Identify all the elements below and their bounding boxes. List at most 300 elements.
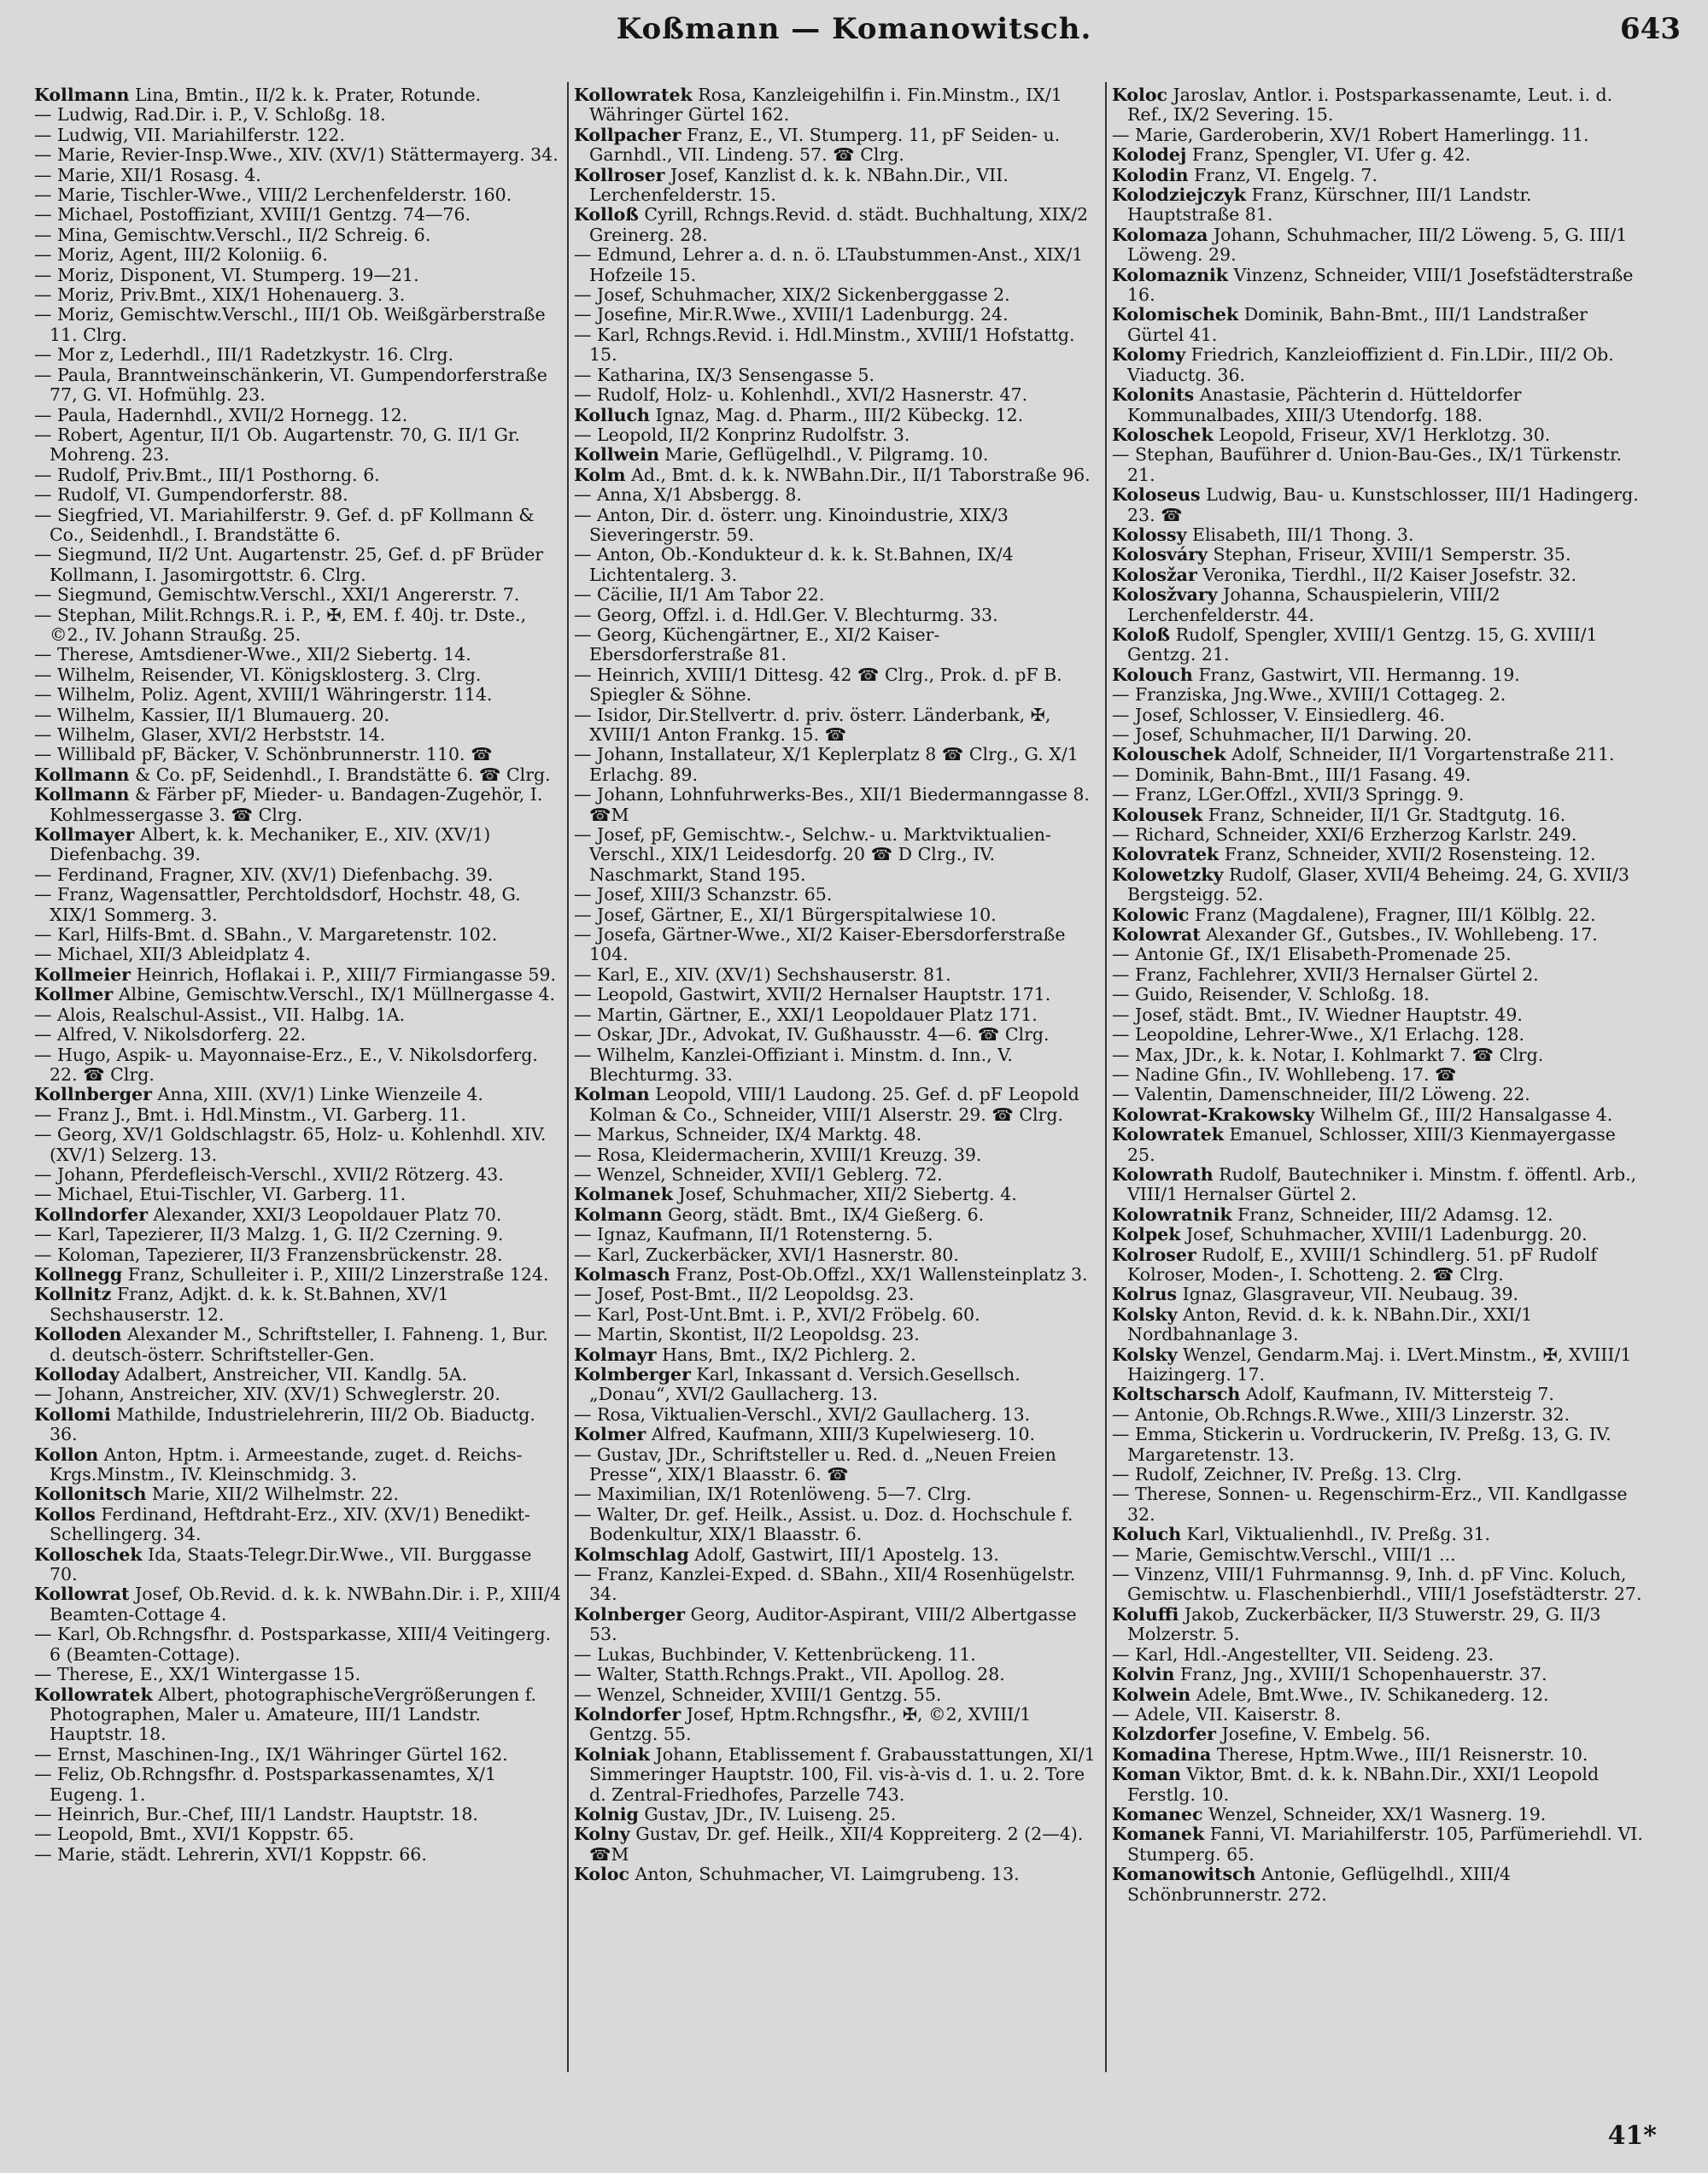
entry-text: — Karl, E., XIV. (XV/1) Sechshauserstr. 81. xyxy=(574,964,951,985)
entry-surname: Kolm xyxy=(574,464,626,485)
directory-entry xyxy=(34,1505,564,1545)
entry-text: — Dominik, Bahn-Bmt., III/1 Fasang. 49. xyxy=(1112,764,1471,785)
directory-entry xyxy=(574,445,1102,465)
entry-text: — Wenzel, Schneider, XVII/1 Geblerg. 72. xyxy=(574,1163,943,1185)
entry-text: Elisabeth, III/1 Thong. 3. xyxy=(1192,524,1414,545)
directory-entry xyxy=(34,126,564,145)
entry-text: Leopold, Friseur, XV/1 Herklotzg. 30. xyxy=(1219,424,1551,445)
directory-entry xyxy=(1112,266,1648,306)
directory-entry xyxy=(1112,1725,1648,1744)
entry-surname: Kollndorfer xyxy=(34,1204,148,1225)
directory-entry xyxy=(574,1824,1102,1865)
entry-text: Rudolf, E., XVIII/1 Schindlerg. 51. pF Rudolf Kolroser, Moden-, I. Schotteng. 2. ☎ Clrg. xyxy=(1127,1244,1597,1285)
entry-surname: Kollnberger xyxy=(34,1084,152,1105)
entry-text: & Co. pF, Seidenhdl., I. Brandstätte 6. ☎ Clrg. xyxy=(134,764,551,785)
entry-text: — Isidor, Dir.Stellvertr. d. priv. österr. Länderbank, ✠, XVIII/1 Anton Frankg. 15. ☎ xyxy=(574,704,1051,745)
entry-surname: Kolossy xyxy=(1112,524,1187,545)
entry-text: Anton, Hptm. i. Armeestande, zuget. d. Reichs-Krgs.Minstm., IV. Kleinschmidg. 3. xyxy=(50,1444,523,1485)
directory-entry xyxy=(1112,185,1648,226)
directory-entry xyxy=(574,1445,1102,1485)
entry-text: Wenzel, Schneider, XX/1 Wasnerg. 19. xyxy=(1208,1803,1547,1824)
entry-surname: Kolman xyxy=(574,1084,650,1105)
entry-surname: Kolovratek xyxy=(1112,844,1220,865)
directory-entry xyxy=(574,665,1102,706)
directory-entry xyxy=(34,266,564,285)
entry-surname: Kolloday xyxy=(34,1364,120,1385)
entry-surname: Koluffi xyxy=(1112,1603,1179,1625)
directory-entry xyxy=(34,945,564,964)
entry-text: — Mina, Gemischtw.Verschl., II/2 Schreig. 6. xyxy=(34,224,431,245)
entry-text: — Leopoldine, Lehrer-Wwe., X/1 Erlachg. 128. xyxy=(1112,1024,1525,1046)
entry-text: Marie, XII/2 Wilhelmstr. 22. xyxy=(151,1484,400,1505)
directory-entry xyxy=(1112,1865,1648,1905)
directory-entry xyxy=(574,1046,1102,1086)
directory-entry xyxy=(574,366,1102,385)
entry-surname: Kolwein xyxy=(1112,1684,1191,1705)
entry-surname: Kolouch xyxy=(1112,664,1193,685)
directory-entry xyxy=(574,1745,1102,1805)
entry-text: Gustav, JDr., IV. Luiseng. 25. xyxy=(644,1803,897,1824)
directory-entry xyxy=(34,185,564,205)
directory-entry xyxy=(574,506,1102,546)
directory-entry xyxy=(574,785,1102,825)
entry-text: Adalbert, Anstreicher, VII. Kandlg. 5A. xyxy=(125,1364,468,1385)
directory-entry xyxy=(1112,985,1648,1004)
directory-entry xyxy=(574,1365,1102,1405)
directory-entry xyxy=(1112,385,1648,425)
entry-surname: Kollroser xyxy=(574,164,665,185)
directory-entry xyxy=(34,345,564,365)
entry-text: — Koloman, Tapezierer, II/3 Franzensbrückenstr. 28. xyxy=(34,1244,503,1265)
directory-entry xyxy=(34,1105,564,1125)
directory-entry xyxy=(34,785,564,825)
directory-entry xyxy=(574,1805,1102,1824)
directory-entry xyxy=(1112,706,1648,725)
entry-text: — Antonie Gf., IX/1 Elisabeth-Promenade 25. xyxy=(1112,944,1512,965)
entry-surname: Kolpek xyxy=(1112,1224,1181,1245)
entry-surname: Koloc xyxy=(1112,85,1167,105)
entry-text: — Johann, Lohnfuhrwerks-Bes., XII/1 Biedermanngasse 8. ☎M xyxy=(574,784,1090,825)
entry-text: — Therese, E., XX/1 Wintergasse 15. xyxy=(34,1664,361,1685)
entry-text: Anton, Schuhmacher, VI. Laimgrubeng. 13. xyxy=(635,1864,1020,1885)
directory-entry xyxy=(1112,1085,1648,1104)
directory-entry xyxy=(34,226,564,245)
entry-surname: Kollmer xyxy=(34,984,114,1005)
directory-entry xyxy=(574,325,1102,366)
entry-text: — Franz J., Bmt. i. Hdl.Minstm., VI. Garberg. 11. xyxy=(34,1104,467,1125)
page-header xyxy=(0,12,1708,63)
entry-text: — Wilhelm, Glaser, XVI/2 Herbststr. 14. xyxy=(34,724,386,745)
entry-text: — Siegfried, VI. Mariahilferstr. 9. Gef. d. pF Kollmann & Co., Seidenhdl., I. Brandstätte 6. xyxy=(34,504,535,545)
entry-surname: Kolodin xyxy=(1112,164,1189,185)
directory-entry xyxy=(1112,1405,1648,1425)
entry-text: Ludwig, Bau- u. Kunstschlosser, III/1 Hadingerg. 23. ☎ xyxy=(1127,484,1639,525)
entry-text: — Moriz, Gemischtw.Verschl., III/1 Ob. Weißgärberstraße 11. Clrg. xyxy=(34,304,546,345)
entry-text: Josefine, V. Embelg. 56. xyxy=(1221,1724,1430,1745)
entry-text: Karl, Viktualienhdl., IV. Preßg. 31. xyxy=(1186,1524,1491,1545)
directory-entry xyxy=(574,466,1102,485)
entry-text: Karl, Inkassant d. Versich.Gesellsch. „Donau“, XVI/2 Gaullacherg. 13. xyxy=(589,1364,1021,1405)
directory-entry xyxy=(34,985,564,1004)
entry-text: — Marie, Gemischtw.Verschl., VIII/1 ... xyxy=(1112,1543,1456,1565)
entry-surname: Kolowrath xyxy=(1112,1163,1214,1185)
entry-text: — Moriz, Agent, III/2 Koloniig. 6. xyxy=(34,244,328,266)
directory-entry xyxy=(1112,545,1648,565)
entry-text: — Moriz, Priv.Bmt., XIX/1 Hohenauerg. 3. xyxy=(34,284,406,306)
directory-entry xyxy=(1112,1824,1648,1865)
directory-entry xyxy=(1112,1225,1648,1245)
directory-entry xyxy=(34,545,564,585)
entry-surname: Kolowratek xyxy=(1112,1124,1224,1145)
directory-entry xyxy=(1112,445,1648,485)
directory-entry xyxy=(1112,1165,1648,1205)
entry-surname: Kollomi xyxy=(34,1403,111,1425)
entry-surname: Kolowratnik xyxy=(1112,1204,1232,1225)
directory-entry xyxy=(1112,1205,1648,1225)
directory-entry xyxy=(1112,1545,1648,1565)
entry-text: — Mor z, Lederhdl., III/1 Radetzkystr. 16. Clrg. xyxy=(34,344,454,366)
directory-entry xyxy=(1112,126,1648,145)
directory-entry xyxy=(574,925,1102,965)
entry-text: — Josef, städt. Bmt., IV. Wiedner Hauptstr. 49. xyxy=(1112,1004,1523,1025)
entry-text: Hans, Bmt., IX/2 Pichlerg. 2. xyxy=(662,1344,916,1365)
directory-entry xyxy=(34,1125,564,1165)
directory-entry xyxy=(574,1705,1102,1745)
entry-text: — Wilhelm, Poliz. Agent, XVIII/1 Währingerstr. 114. xyxy=(34,684,493,706)
directory-entry xyxy=(574,1125,1102,1145)
directory-entry xyxy=(574,1225,1102,1245)
directory-entry xyxy=(34,765,564,785)
entry-surname: Kolmschlag xyxy=(574,1543,689,1565)
directory-entry xyxy=(574,905,1102,925)
directory-entry xyxy=(1112,805,1648,825)
entry-text: Josef, Hptm.Rchngsfhr., ✠, ©2, XVIII/1 Gentzg. 55. xyxy=(589,1703,1032,1745)
entry-surname: Kolmberger xyxy=(574,1364,691,1385)
entry-surname: Koman xyxy=(1112,1764,1181,1785)
entry-text: Rudolf, Spengler, XVIII/1 Gentzg. 15, G. XVIII/1 Gentzg. 21. xyxy=(1127,624,1598,665)
entry-surname: Komanec xyxy=(1112,1803,1203,1824)
directory-entry xyxy=(574,406,1102,425)
directory-entry xyxy=(574,606,1102,625)
entry-text: Rudolf, Bautechniker i. Minstm. f. öffentl. Arb., VIII/1 Hernalser Gürtel 2. xyxy=(1127,1163,1637,1205)
directory-entry xyxy=(34,1685,564,1745)
entry-text: — Johann, Installateur, X/1 Keplerplatz 8 ☎ Clrg., G. X/1 Erlachg. 89. xyxy=(574,744,1079,785)
entry-text: — Wilhelm, Kassier, II/1 Blumauerg. 20. xyxy=(34,704,390,725)
entry-surname: Koloc xyxy=(574,1864,629,1885)
directory-entry xyxy=(1112,725,1648,745)
printer-signature: 41* xyxy=(1607,2121,1657,2151)
entry-surname: Koltscharsch xyxy=(1112,1384,1241,1405)
entry-text: Franz, E., VI. Stumperg. 11, pF Seiden- u. Garnhdl., VII. Lindeng. 57. ☎ Clrg. xyxy=(589,124,1061,166)
entry-text: — Martin, Gärtner, E., XXI/1 Leopoldauer Platz 171. xyxy=(574,1004,1038,1025)
directory-entry xyxy=(1112,226,1648,266)
column-divider xyxy=(1105,82,1107,2072)
directory-entry xyxy=(1112,785,1648,805)
entry-text: — Martin, Skontist, II/2 Leopoldsg. 23. xyxy=(574,1324,920,1345)
entry-surname: Kolowic xyxy=(1112,904,1190,925)
entry-text: Franz, Adjkt. d. k. k. St.Bahnen, XV/1 Sechshauserstr. 12. xyxy=(50,1284,449,1325)
entry-text: Viktor, Bmt. d. k. k. NBahn.Dir., XXI/1 Leopold Ferstlg. 10. xyxy=(1127,1764,1600,1805)
entry-text: — Nadine Gfin., IV. Wohllebeng. 17. ☎ xyxy=(1112,1063,1457,1085)
entry-text: Alexander, XXI/3 Leopoldauer Platz 70. xyxy=(153,1204,502,1225)
directory-entry xyxy=(34,925,564,945)
directory-entry xyxy=(574,1685,1102,1705)
directory-entry xyxy=(1112,745,1648,764)
entry-text: Franz, Kürschner, III/1 Landstr. Hauptstraße 81. xyxy=(1127,184,1532,226)
entry-text: — Georg, Offzl. i. d. Hdl.Ger. V. Blechturmg. 33. xyxy=(574,604,998,625)
entry-surname: Kolmasch xyxy=(574,1263,670,1285)
directory-entry xyxy=(574,985,1102,1004)
directory-entry xyxy=(574,1665,1102,1684)
entry-text: Wenzel, Gendarm.Maj. i. LVert.Minstm., ✠, XVIII/1 Haizingerg. 17. xyxy=(1127,1344,1632,1385)
directory-entry xyxy=(574,1605,1102,1645)
entry-text: Friedrich, Kanzleioffizient d. Fin.LDir., III/2 Ob. Viaductg. 36. xyxy=(1127,344,1614,385)
directory-entry xyxy=(34,1584,564,1625)
directory-entry xyxy=(34,145,564,165)
directory-entry xyxy=(34,825,564,865)
entry-text: — Karl, Post-Unt.Bmt. i. P., XVI/2 Fröbelg. 60. xyxy=(574,1303,980,1325)
directory-entry xyxy=(34,205,564,225)
directory-entry xyxy=(34,406,564,425)
column-3 xyxy=(1112,85,1648,2084)
entry-text: — Johann, Pferdefleisch-Verschl., XVII/2 Rötzerg. 43. xyxy=(34,1163,504,1185)
directory-entry xyxy=(574,1425,1102,1444)
entry-text: — Edmund, Lehrer a. d. n. ö. LTaubstummen-Anst., XIX/1 Hofzeile 15. xyxy=(574,244,1084,285)
directory-entry xyxy=(34,485,564,505)
entry-text: Anton, Revid. d. k. k. NBahn.Dir., XXI/1 Nordbahnanlage 3. xyxy=(1127,1303,1533,1345)
directory-entry xyxy=(1112,845,1648,864)
entry-text: — Josefine, Mir.R.Wwe., XVIII/1 Ladenburgg. 24. xyxy=(574,304,1009,325)
entry-text: — Karl, Ob.Rchngsfhr. d. Postsparkasse, XIII/4 Veitingerg. 6 (Beamten-Cottage). xyxy=(34,1624,552,1665)
entry-text: — Wilhelm, Reisender, VI. Königsklosterg. 3. Clrg. xyxy=(34,664,482,685)
directory-entry xyxy=(34,1265,564,1285)
entry-text: — Paula, Branntweinschänkerin, VI. Gumpendorferstraße 77, G. VI. Hofmühlg. 23. xyxy=(34,364,547,406)
entry-text: — Wilhelm, Kanzlei-Offiziant i. Minstm. d. Inn., V. Blechturmg. 33. xyxy=(574,1044,1013,1085)
entry-text: Ignaz, Glasgraveur, VII. Neubaug. 39. xyxy=(1182,1284,1519,1305)
entry-text: — Paula, Hadernhdl., XVII/2 Hornegg. 12. xyxy=(34,404,408,425)
entry-surname: Kollon xyxy=(34,1444,99,1465)
entry-surname: Kolloß xyxy=(574,204,639,226)
entry-text: — Rosa, Kleidermacherin, XVIII/1 Kreuzg. 39. xyxy=(574,1144,982,1165)
entry-surname: Kolowrat-Krakowsky xyxy=(1112,1104,1315,1125)
entry-text: — Moriz, Disponent, VI. Stumperg. 19—21. xyxy=(34,264,419,285)
directory-entry xyxy=(1112,85,1648,126)
entry-text: Franz, Spengler, VI. Ufer g. 42. xyxy=(1191,144,1471,166)
entry-text: — Walter, Dr. gef. Heilk., Assist. u. Doz. d. Hochschule f. Bodenkultur, XIX/1 Blaasstr. 6. xyxy=(574,1503,1073,1545)
entry-surname: Kollos xyxy=(34,1503,96,1525)
directory-entry xyxy=(1112,1105,1648,1125)
entry-text: — Robert, Agentur, II/1 Ob. Augartenstr. 70, G. II/1 Gr. Mohreng. 23. xyxy=(34,424,520,466)
entry-text: Jakob, Zuckerbäcker, II/3 Stuwerstr. 29, G. II/3 Molzerstr. 5. xyxy=(1127,1603,1601,1645)
directory-entry xyxy=(34,245,564,265)
directory-entry xyxy=(1112,1385,1648,1404)
entry-text: Ferdinand, Heftdraht-Erz., XIV. (XV/1) Benedikt-Schellingerg. 34. xyxy=(50,1503,530,1545)
entry-surname: Kolnberger xyxy=(574,1603,686,1625)
entry-surname: Kolniak xyxy=(574,1743,651,1765)
directory-entry xyxy=(1112,945,1648,964)
entry-text: — Marie, Tischler-Wwe., VIII/2 Lerchenfelderstr. 160. xyxy=(34,184,512,206)
entry-text: — Josef, XIII/3 Schanzstr. 65. xyxy=(574,884,833,905)
entry-text: — Leopold, Gastwirt, XVII/2 Hernalser Hauptstr. 171. xyxy=(574,984,1051,1005)
entry-text: Albert, photographischeVergrößerungen f. Photographen, Maler u. Amateure, III/1 Landstr. Hauptstr. 18. xyxy=(50,1684,537,1745)
entry-text: — Markus, Schneider, IX/4 Marktg. 48. xyxy=(574,1124,922,1145)
entry-text: Franz, Gastwirt, VII. Hermanng. 19. xyxy=(1198,664,1520,685)
directory-entry xyxy=(574,825,1102,885)
directory-entry xyxy=(574,1545,1102,1565)
entry-text: — Georg, XV/1 Goldschlagstr. 65, Holz- u. Kohlenhdl. XIV. (XV/1) Selzerg. 13. xyxy=(34,1124,547,1165)
entry-text: Franz, Schneider, XVII/2 Rosensteing. 12. xyxy=(1224,844,1596,865)
entry-text: — Leopold, Bmt., XVI/1 Koppstr. 65. xyxy=(34,1824,354,1845)
entry-text: — Franz, Fachlehrer, XVII/3 Hernalser Gürtel 2. xyxy=(1112,964,1539,985)
directory-entry xyxy=(34,1185,564,1204)
entry-surname: Kolzdorfer xyxy=(1112,1724,1216,1745)
entry-text: Fanni, VI. Mariahilferstr. 105, Parfümeriehdl. VI. Stumperg. 65. xyxy=(1127,1824,1643,1865)
entry-text: — Josefa, Gärtner-Wwe., XI/2 Kaiser-Ebersdorferstraße 104. xyxy=(574,924,1066,965)
entry-text: — Guido, Reisender, V. Schloßg. 18. xyxy=(1112,984,1430,1005)
entry-text: — Antonie, Ob.Rchngs.R.Wwe., XIII/3 Linzerstr. 32. xyxy=(1112,1403,1571,1425)
entry-text: Adolf, Schneider, II/1 Vorgartenstraße 211. xyxy=(1231,744,1615,765)
directory-entry xyxy=(34,725,564,745)
entry-text: — Franziska, Jng.Wwe., XVIII/1 Cottageg. 2. xyxy=(1112,684,1506,706)
entry-surname: Kolsky xyxy=(1112,1303,1178,1325)
directory-entry xyxy=(1112,1685,1648,1705)
directory-entry xyxy=(574,1645,1102,1665)
directory-entry xyxy=(34,865,564,885)
directory-entry xyxy=(1112,166,1648,185)
directory-entry xyxy=(34,1285,564,1325)
entry-text: Cyrill, Rchngs.Revid. d. städt. Buchhaltung, XIX/2 Greinerg. 28. xyxy=(589,204,1089,245)
column-2 xyxy=(574,85,1102,2084)
entry-text: — Marie, XII/1 Rosasg. 4. xyxy=(34,164,261,185)
directory-entry xyxy=(574,1265,1102,1285)
entry-surname: Kolosžar xyxy=(1112,564,1197,585)
entry-text: — Josef, Schlosser, V. Einsiedlerg. 46. xyxy=(1112,704,1446,725)
entry-surname: Kolmer xyxy=(574,1424,646,1445)
entry-text: Lina, Bmtin., II/2 k. k. Prater, Rotunde. xyxy=(134,85,482,105)
directory-entry xyxy=(1112,665,1648,685)
entry-text: — Valentin, Damenschneider, III/2 Löweng. 22. xyxy=(1112,1084,1530,1105)
directory-entry xyxy=(34,1025,564,1045)
directory-entry xyxy=(34,606,564,646)
directory-entry xyxy=(1112,1485,1648,1525)
directory-entry xyxy=(574,1145,1102,1165)
directory-entry xyxy=(574,1865,1102,1884)
directory-entry xyxy=(1112,1565,1648,1605)
entry-surname: Kolmayr xyxy=(574,1344,657,1365)
page-number: 643 xyxy=(1620,12,1681,46)
directory-entry xyxy=(34,1165,564,1185)
directory-entry xyxy=(574,1085,1102,1125)
entry-text: Josef, Ob.Revid. d. k. k. NWBahn.Dir. i. P., XIII/4 Beamten-Cottage 4. xyxy=(50,1584,561,1625)
entry-text: — Rosa, Viktualien-Verschl., XVI/2 Gaullacherg. 13. xyxy=(574,1403,1031,1425)
entry-text: — Siegmund, II/2 Unt. Augartenstr. 25, Gef. d. pF Brüder Kollmann, I. Jasomirgottstr. 6. Clrg. xyxy=(34,544,544,585)
entry-surname: Kollpacher xyxy=(574,124,681,145)
directory-entry xyxy=(34,85,564,105)
directory-entry xyxy=(1112,1465,1648,1485)
entry-text: — Marie, Garderoberin, XV/1 Robert Hamerlingg. 11. xyxy=(1112,124,1589,145)
entry-surname: Kolodej xyxy=(1112,144,1187,166)
directory-entry xyxy=(574,1345,1102,1365)
entry-text: Franz, Schulleiter i. P., XIII/2 Linzerstraße 124. xyxy=(127,1263,549,1285)
entry-text: Franz, Post-Ob.Offzl., XX/1 Wallensteinplatz 3. xyxy=(676,1263,1088,1285)
entry-text: Alfred, Kaufmann, XIII/3 Kupelwieserg. 10. xyxy=(651,1424,1036,1445)
entry-text: Anna, XIII. (XV/1) Linke Wienzeile 4. xyxy=(157,1084,483,1105)
directory-entry xyxy=(1112,865,1648,905)
entry-text: Ida, Staats-Telegr.Dir.Wwe., VII. Burggasse 70. xyxy=(50,1543,532,1585)
directory-entry xyxy=(574,1505,1102,1545)
directory-entry xyxy=(1112,565,1648,585)
directory-entry xyxy=(34,1745,564,1765)
entry-text: Therese, Hptm.Wwe., III/1 Reisnerstr. 10. xyxy=(1216,1743,1588,1765)
entry-surname: Kolousek xyxy=(1112,804,1203,825)
entry-text: Franz (Magdalene), Fragner, III/1 Kölblg. 22. xyxy=(1194,904,1596,925)
entry-text: — Adele, VII. Kaiserstr. 8. xyxy=(1112,1703,1342,1725)
entry-text: — Rudolf, Zeichner, IV. Preßg. 13. Clrg. xyxy=(1112,1464,1462,1485)
directory-entry xyxy=(1112,425,1648,445)
entry-surname: Kolndorfer xyxy=(574,1703,681,1725)
entry-surname: Kollwein xyxy=(574,444,659,466)
directory-entry xyxy=(574,1405,1102,1425)
entry-text: — Rudolf, Priv.Bmt., III/1 Posthorng. 6. xyxy=(34,464,380,485)
directory-entry xyxy=(34,1824,564,1844)
entry-text: — Hugo, Aspik- u. Mayonnaise-Erz., E., V. Nikolsdorferg. 22. ☎ Clrg. xyxy=(34,1044,538,1085)
directory-entry xyxy=(1112,965,1648,985)
directory-entry xyxy=(34,1225,564,1245)
entry-text: Johann, Etablissement f. Grabausstattungen, XI/1 Simmeringer Hauptstr. 100, Fil. vis-à-vis d. 1. u. 2. Tore d. Zentral-Friedhofes, Parzelle 743. xyxy=(589,1743,1096,1805)
entry-surname: Kolsky xyxy=(1112,1344,1178,1365)
entry-text: Albine, Gemischtw.Verschl., IX/1 Müllnergasse 4. xyxy=(118,984,556,1005)
entry-text: Franz, Jng., XVIII/1 Schopenhauerstr. 37. xyxy=(1179,1664,1547,1685)
directory-entry xyxy=(34,1046,564,1086)
entry-text: — Karl, Hilfs-Bmt. d. SBahn., V. Margaretenstr. 102. xyxy=(34,924,498,946)
directory-entry xyxy=(34,885,564,925)
entry-text: — Ferdinand, Fragner, XIV. (XV/1) Diefenbachg. 39. xyxy=(34,864,494,885)
entry-surname: Kolloden xyxy=(34,1324,122,1345)
directory-entry xyxy=(34,1385,564,1404)
entry-surname: Kolodziejczyk xyxy=(1112,184,1246,206)
directory-entry xyxy=(574,885,1102,905)
entry-surname: Kollnitz xyxy=(34,1284,112,1305)
entry-text: — Michael, Postoffiziant, XVIII/1 Gentzg. 74—76. xyxy=(34,204,471,226)
entry-text: Veronika, Tierdhl., II/2 Kaiser Josefstr. 32. xyxy=(1202,564,1576,585)
entry-text: — Anton, Ob.-Kondukteur d. k. k. St.Bahnen, IX/4 Lichtentalerg. 3. xyxy=(574,544,1014,585)
directory-entry xyxy=(34,366,564,406)
directory-entry xyxy=(574,1205,1102,1225)
directory-entry xyxy=(574,1245,1102,1265)
entry-surname: Kollnegg xyxy=(34,1263,123,1285)
entry-text: Rosa, Kanzleigehilfin i. Fin.Minstm., IX/1 Währinger Gürtel 162. xyxy=(589,85,1062,126)
directory-entry xyxy=(34,1365,564,1385)
entry-text: Franz, Schneider, II/1 Gr. Stadtgutg. 16. xyxy=(1208,804,1566,825)
entry-text: — Feliz, Ob.Rchngsfhr. d. Postsparkassenamtes, X/1 Eugeng. 1. xyxy=(34,1764,497,1805)
directory-entry xyxy=(574,745,1102,785)
entry-surname: Kolosváry xyxy=(1112,544,1208,565)
entry-surname: Komadina xyxy=(1112,1743,1212,1765)
directory-entry xyxy=(1112,905,1648,925)
directory-entry xyxy=(34,1845,564,1865)
directory-entry xyxy=(1112,525,1648,545)
entry-text: — Cäcilie, II/1 Am Tabor 22. xyxy=(574,584,825,606)
entry-text: — Karl, Rchngs.Revid. i. Hdl.Minstm., XVIII/1 Hofstattg. 15. xyxy=(574,324,1075,366)
directory-entry xyxy=(574,1325,1102,1344)
entry-text: Josef, Schuhmacher, XVIII/1 Ladenburgg. 20. xyxy=(1185,1224,1588,1245)
entry-surname: Koloß xyxy=(1112,624,1171,645)
entry-text: Georg, Auditor-Aspirant, VIII/2 Albertgasse 53. xyxy=(589,1603,1077,1645)
entry-surname: Komanowitsch xyxy=(1112,1864,1256,1885)
directory-entry xyxy=(574,585,1102,605)
entry-text: Stephan, Friseur, XVIII/1 Semperstr. 35. xyxy=(1213,544,1571,565)
directory-entry xyxy=(34,305,564,345)
